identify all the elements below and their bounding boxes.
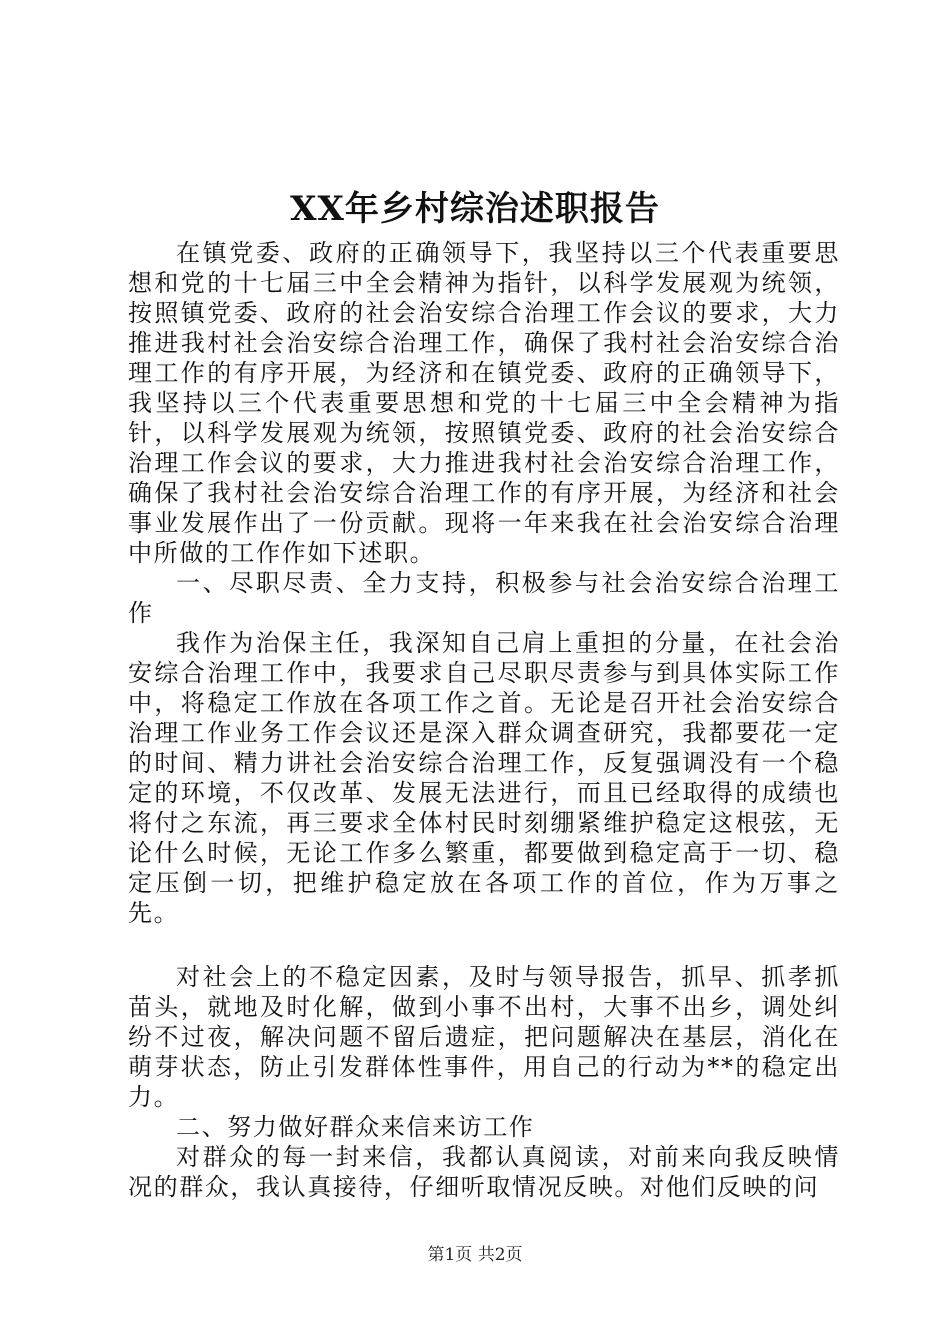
paragraph-section-2: 对群众的每一封来信，我都认真阅读，对前来向我反映情况的群众，我认真接待，仔细听取情况反映。对他们反映的问 <box>128 1143 840 1201</box>
section-heading-1: 一、尽职尽责、全力支持，积极参与社会治安综合治理工作 <box>128 569 840 627</box>
paragraph-spacer <box>128 928 840 962</box>
page-number: 第1页 共2页 <box>427 1245 523 1265</box>
section-heading-2: 二、努力做好群众来信来访工作 <box>176 1113 535 1141</box>
document-title: XX年乡村综治述职报告 <box>290 189 660 229</box>
paragraph-stability: 对社会上的不稳定因素，及时与领导报告，抓早、抓孝抓苗头，就地及时化解，做到小事不出村，大事不出乡，调处纠纷不过夜，解决问题不留后遗症，把问题解决在基层，消化在萌芽状态，防止引发群体性事件，用自己的行动为**的稳定出力。 <box>128 963 840 1111</box>
paragraph-section-1: 我作为治保主任，我深知自己肩上重担的分量，在社会治安综合治理工作中，我要求自己尽职尽责参与到具体实际工作中，将稳定工作放在各项工作之首。无论是召开社会治安综合治理工作业务工作会议还是深入群众调查研究，我都要花一定的时间、精力讲社会治安综合治理工作，反复强调没有一个稳定的环境，不仅改革、发展无法进行，而且已经取得的成绩也将付之东流，再三要求全体村民时刻绷紧维护稳定这根弦，无论什么时候，无论工作多么繁重，都要做到稳定高于一切、稳定压倒一切，把维护稳定放在各项工作的首位，作为万事之先。 <box>128 629 840 927</box>
paragraph-intro: 在镇党委、政府的正确领导下，我坚持以三个代表重要思想和党的十七届三中全会精神为指针，以科学发展观为统领，按照镇党委、政府的社会治安综合治理工作会议的要求，大力推进我村社会治安综合治理工作，确保了我村社会治安综合治理工作的有序开展，为经济和在镇党委、政府的正确领导下，我坚持以三个代表重要思想和党的十七届三中全会精神为指针，以科学发展观为统领，按照镇党委、政府的社会治安综合治理工作会议的要求，大力推进我村社会治安综合治理工作，确保了我村社会治安综合治理工作的有序开展，为经济和社会事业发展作出了一份贡献。现将一年来我在社会治安综合治理中所做的工作作如下述职。 <box>128 239 840 567</box>
document-body <box>128 238 840 1202</box>
